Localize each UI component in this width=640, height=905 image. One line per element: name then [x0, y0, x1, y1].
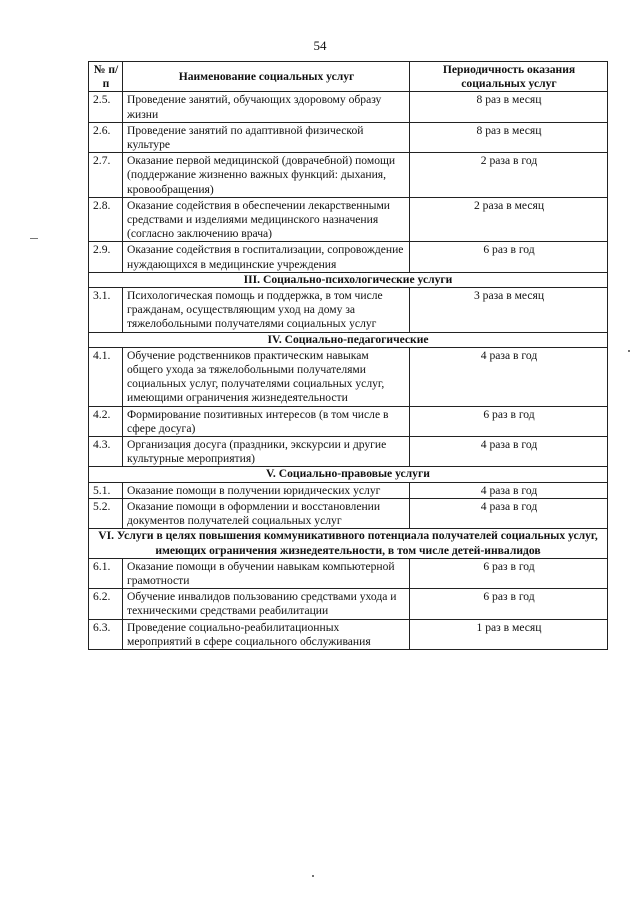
table-body — [89, 92, 608, 650]
service-period: 6 раз в год — [410, 242, 608, 272]
service-period: 2 раза в месяц — [410, 197, 608, 242]
service-name: Формирование позитивных интересов (в том числе в сфере досуга) — [123, 406, 410, 436]
section-title: V. Социально-правовые услуги — [89, 467, 608, 482]
table-row — [89, 619, 608, 649]
table-row — [89, 92, 608, 122]
table-row — [89, 122, 608, 152]
table-row — [89, 406, 608, 436]
table-row — [89, 153, 608, 198]
row-number: 6.1. — [89, 558, 123, 588]
service-name: Проведение социально-реабилитационных мероприятий в сфере социального обслуживания — [123, 619, 410, 649]
row-number: 5.1. — [89, 482, 123, 498]
service-period: 8 раз в месяц — [410, 122, 608, 152]
service-period: 2 раза в год — [410, 153, 608, 198]
service-period: 3 раза в месяц — [410, 288, 608, 333]
row-number: 3.1. — [89, 288, 123, 333]
page-number: 54 — [313, 38, 327, 53]
section-header-row — [89, 467, 608, 482]
table-row — [89, 288, 608, 333]
table-row — [89, 482, 608, 498]
header-name: Наименование социальных услуг — [123, 62, 410, 92]
service-name: Оказание помощи в получении юридических услуг — [123, 482, 410, 498]
section-header-row — [89, 272, 608, 287]
service-name: Обучение родственников практическим навыкам общего ухода за тяжелобольными получателями социальных услуг, получателями социальных услуг, имеющими ограничения жизнедеятельности — [123, 347, 410, 406]
scan-dot — [312, 875, 314, 877]
service-name: Обучение инвалидов пользованию средствами ухода и техническими средствами реабилитации — [123, 589, 410, 619]
table-row — [89, 589, 608, 619]
service-period: 4 раза в год — [410, 482, 608, 498]
section-title: IV. Социально-педагогические — [89, 332, 608, 347]
row-number: 4.3. — [89, 437, 123, 467]
service-period: 6 раз в год — [410, 406, 608, 436]
service-period: 1 раз в месяц — [410, 619, 608, 649]
header-period: Периодичность оказания социальных услуг — [410, 62, 608, 92]
row-number: 6.2. — [89, 589, 123, 619]
service-period: 6 раз в год — [410, 558, 608, 588]
row-number: 2.7. — [89, 153, 123, 198]
row-number: 2.5. — [89, 92, 123, 122]
row-number: 2.8. — [89, 197, 123, 242]
services-table — [88, 61, 608, 650]
table-row — [89, 498, 608, 528]
scan-dot — [628, 350, 630, 352]
section-title: VI. Услуги в целях повышения коммуникативного потенциала получателей социальных услуг, имеющих ограничения жизнедеятельности, в том числе детей-инвалидов — [89, 529, 608, 558]
service-name: Психологическая помощь и поддержка, в том числе гражданам, осуществляющим уход на дому за тяжелобольными получателями социальных услуг — [123, 288, 410, 333]
table-row — [89, 347, 608, 406]
row-number: 2.9. — [89, 242, 123, 272]
service-name: Проведение занятий по адаптивной физической культуре — [123, 122, 410, 152]
section-header-row — [89, 332, 608, 347]
service-period: 6 раз в год — [410, 589, 608, 619]
service-name: Оказание содействия в госпитализации, сопровождение нуждающихся в медицинские учреждения — [123, 242, 410, 272]
service-period: 4 раза в год — [410, 437, 608, 467]
service-period: 8 раз в месяц — [410, 92, 608, 122]
row-number: 5.2. — [89, 498, 123, 528]
row-number: 6.3. — [89, 619, 123, 649]
service-period: 4 раза в год — [410, 498, 608, 528]
service-name: Оказание содействия в обеспечении лекарственными средствами и изделиями медицинского назначения (согласно заключению врача) — [123, 197, 410, 242]
service-name: Проведение занятий, обучающих здоровому образу жизни — [123, 92, 410, 122]
table-row — [89, 242, 608, 272]
table-row — [89, 197, 608, 242]
section-header-row — [89, 529, 608, 558]
row-number: 2.6. — [89, 122, 123, 152]
row-number: 4.1. — [89, 347, 123, 406]
service-name: Оказание помощи в оформлении и восстановлении документов получателей социальных услуг — [123, 498, 410, 528]
header-number: № п/п — [89, 62, 123, 92]
row-number: 4.2. — [89, 406, 123, 436]
table-row — [89, 437, 608, 467]
service-period: 4 раза в год — [410, 347, 608, 406]
section-title: III. Социально-психологические услуги — [89, 272, 608, 287]
service-name: Оказание первой медицинской (доврачебной) помощи (поддержание жизненно важных функций: дыхания, кровообращения) — [123, 153, 410, 198]
service-name: Организация досуга (праздники, экскурсии и другие культурные мероприятия) — [123, 437, 410, 467]
table-header-row — [89, 62, 608, 92]
service-name: Оказание помощи в обучении навыкам компьютерной грамотности — [123, 558, 410, 588]
table-row — [89, 558, 608, 588]
scan-mark — [30, 238, 38, 239]
